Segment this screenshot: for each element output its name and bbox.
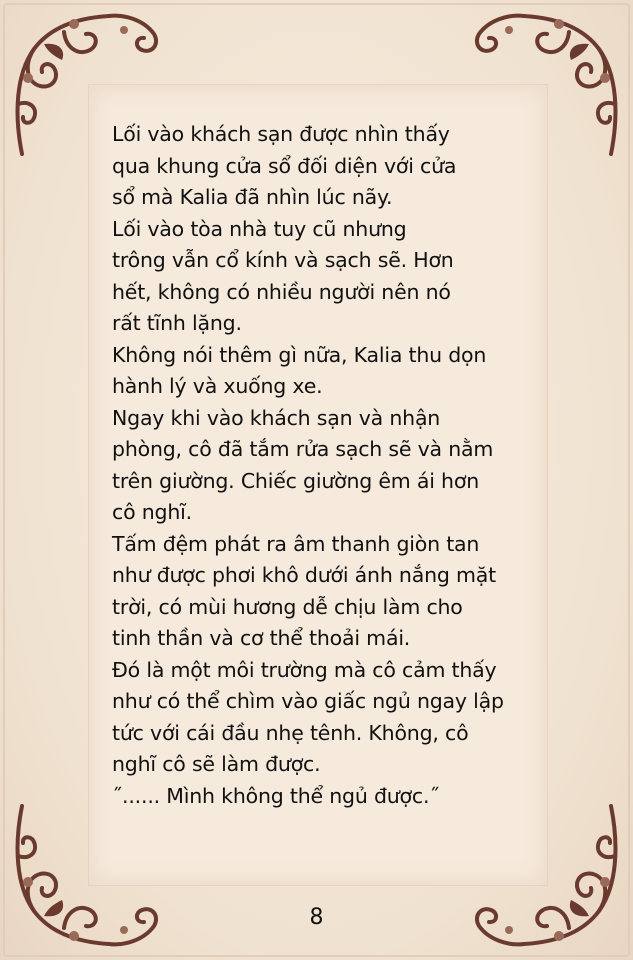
text-line: Đó là một môi trường mà cô cảm thấy bbox=[112, 657, 497, 682]
text-line: trời, có mùi hương dễ chịu làm cho bbox=[112, 594, 463, 619]
text-line: cô nghĩ. bbox=[112, 500, 192, 524]
text-line: hết, không có nhiều người nên nó bbox=[112, 279, 451, 304]
text-line: trông vẫn cổ kính và sạch sẽ. Hơn bbox=[112, 248, 454, 272]
text-line: phòng, cô đã tắm rửa sạch sẽ và nằm bbox=[112, 437, 494, 461]
text-line: như được phơi khô dưới ánh nắng mặt bbox=[112, 563, 496, 587]
corner-flourish-icon bbox=[4, 796, 164, 956]
text-line: tức với cái đầu nhẹ tênh. Không, cô bbox=[112, 720, 469, 745]
page-number: 8 bbox=[309, 905, 324, 930]
body-text bbox=[112, 119, 572, 812]
text-line: ˝...... Mình không thể ngủ được.˝ bbox=[112, 783, 440, 808]
text-line: tinh thần và cơ thể thoải mái. bbox=[112, 626, 411, 650]
text-line: Lối vào tòa nhà tuy cũ nhưng bbox=[112, 216, 407, 241]
text-line: Lối vào khách sạn được nhìn thấy bbox=[112, 122, 450, 146]
text-line: nghĩ cô sẽ làm được. bbox=[112, 752, 321, 776]
text-line: trên giường. Chiếc giường êm ái hơn bbox=[112, 468, 479, 493]
text-line: Tấm đệm phát ra âm thanh giòn tan bbox=[112, 531, 480, 556]
text-line: hành lý và xuống xe. bbox=[112, 374, 323, 398]
text-line: qua khung cửa sổ đối diện với cửa bbox=[112, 153, 457, 178]
text-line: như có thể chìm vào giấc ngủ ngay lập bbox=[112, 689, 504, 713]
text-line: Ngay khi vào khách sạn và nhận bbox=[112, 405, 441, 430]
corner-flourish-icon bbox=[469, 796, 629, 956]
text-line: rất tĩnh lặng. bbox=[112, 311, 242, 335]
text-line: Không nói thêm gì nữa, Kalia thu dọn bbox=[112, 342, 487, 367]
text-line: sổ mà Kalia đã nhìn lúc nãy. bbox=[112, 185, 393, 209]
